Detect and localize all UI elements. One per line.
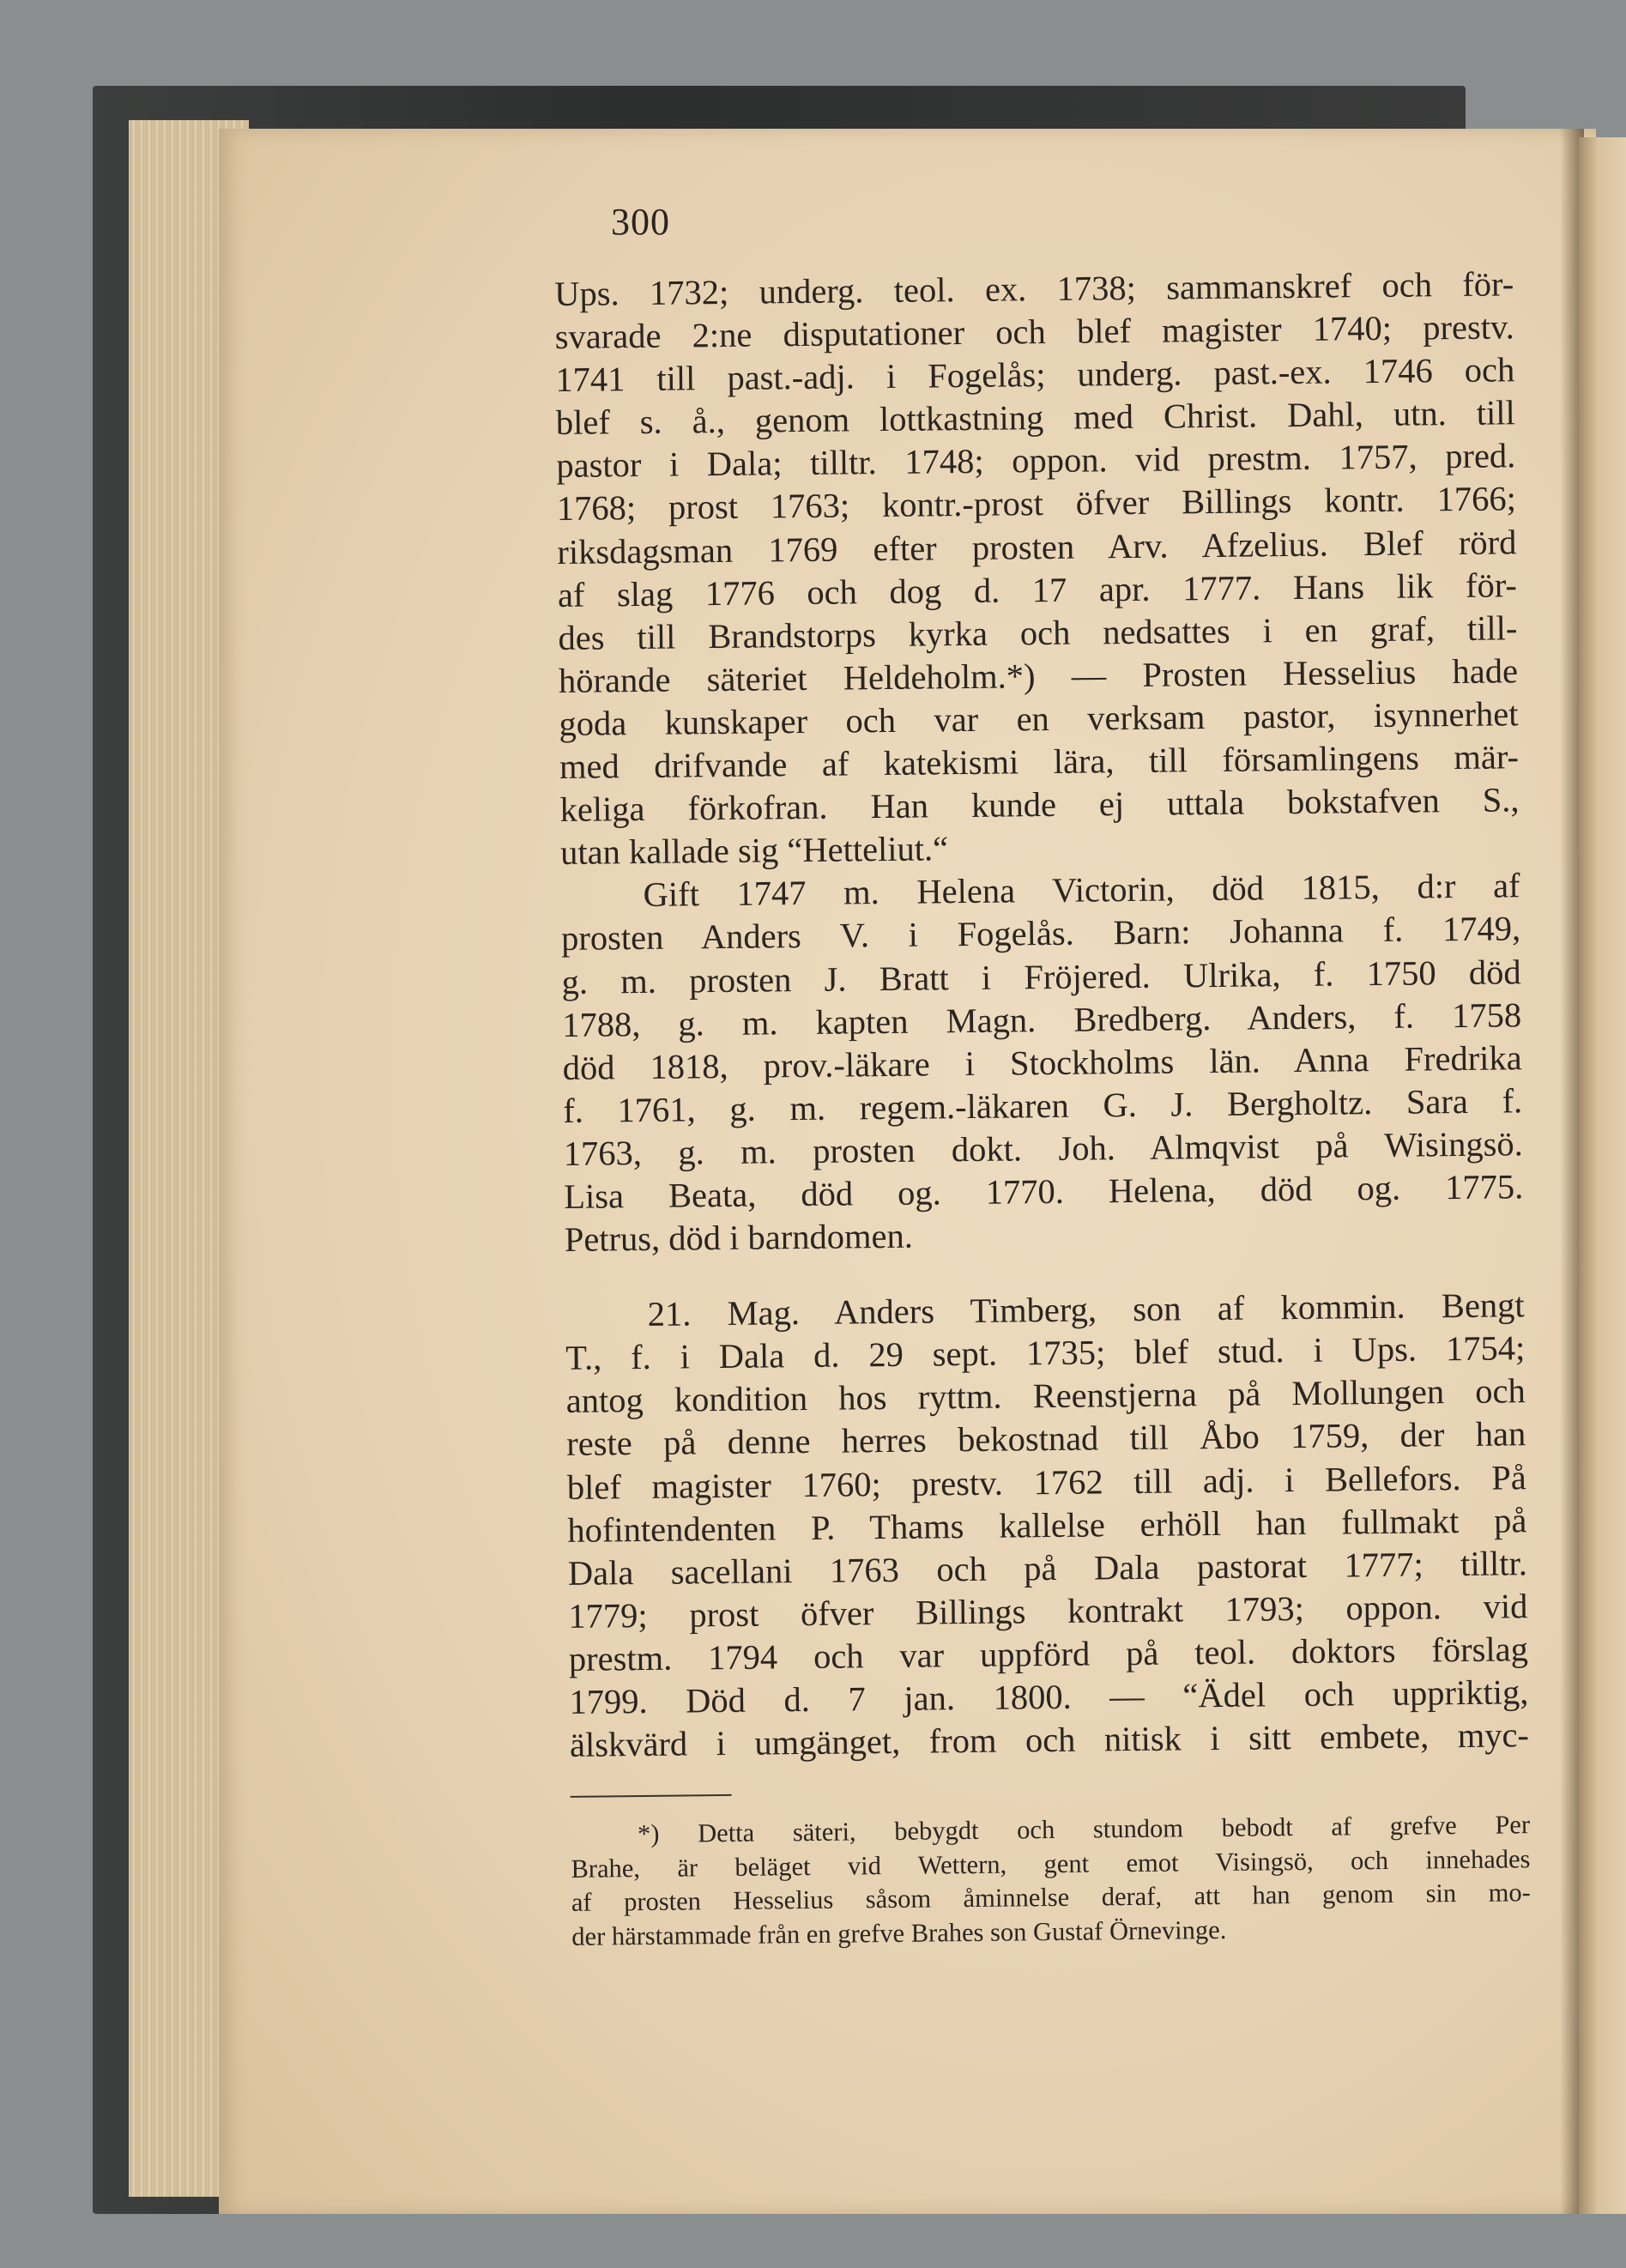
text-line: prestm. 1794 och var uppförd på teol. doktors förslag xyxy=(568,1630,1529,1678)
footnote xyxy=(571,1808,1532,1954)
text-line: T., f. i Dala d. 29 sept. 1735; blef stud. i Ups. 1754; xyxy=(565,1328,1526,1378)
footnote-line: *) Detta säteri, bebygdt och stundom bebodt af grefve Per xyxy=(637,1810,1531,1849)
footnote-line: Brahe, är beläget vid Wettern, gent emot Visingsö, och innehades xyxy=(571,1843,1531,1884)
text-line: hörande säteriet Heldeholm.*) — Prosten Hesselius hade xyxy=(558,651,1519,700)
text-line: Ups. 1732; underg. teol. ex. 1738; sammanskref och för- xyxy=(554,264,1514,313)
text-line: död 1818, prov.-läkare i Stockholms län. Anna Fredrika xyxy=(562,1037,1522,1087)
text-line: blef s. å., genom lottkastning med Christ. Dahl, utn. till xyxy=(555,393,1516,443)
text-line: 1768; prost 1763; kontr.-prost öfver Billings kontr. 1766; xyxy=(556,479,1517,529)
text-line: 1779; prost öfver Billings kontrakt 1793; oppon. vid xyxy=(568,1587,1528,1636)
text-line: 1799. Död d. 7 jan. 1800. — “Ädel och uppriktig, xyxy=(569,1672,1529,1721)
text-line: riksdagsman 1769 efter prosten Arv. Afzelius. Blef rörd xyxy=(557,522,1517,572)
text-line: reste på denne herres bekostnad till Åbo 1759, der han xyxy=(566,1414,1526,1464)
text-line: blef magister 1760; prestv. 1762 till adj. i Bellefors. På xyxy=(566,1457,1526,1507)
text-line: 21. Mag. Anders Timberg, son af kommin. Bengt xyxy=(647,1285,1525,1334)
text-line: goda kunskaper och var en verksam pastor, isynnerhet xyxy=(559,694,1519,743)
text-line: 1788, g. m. kapten Magn. Bredberg. Anders, f. 1758 xyxy=(561,995,1522,1044)
footnote-line: af prosten Hesselius såsom åminnelse deraf, att han genom sin mo- xyxy=(571,1878,1532,1918)
next-page-edge xyxy=(1579,137,1626,2214)
text-line: f. 1761, g. m. regem.-läkaren G. J. Bergholtz. Sara f. xyxy=(562,1081,1523,1130)
text-line: prosten Anders V. i Fogelås. Barn: Johanna f. 1749, xyxy=(560,909,1521,959)
text-line: Dala sacellani 1763 och på Dala pastorat 1777; tilltr. xyxy=(567,1543,1528,1593)
page-number: 300 xyxy=(611,201,670,243)
text-line: 1741 till past.-adj. i Fogelås; underg. past.-ex. 1746 och xyxy=(555,350,1515,400)
page-text xyxy=(554,263,1531,1954)
text-line: Gift 1747 m. Helena Victorin, död 1815, d:r af xyxy=(643,866,1520,915)
text-line: g. m. prosten J. Bratt i Fröjered. Ulrika, f. 1750 död xyxy=(561,952,1521,1001)
text-line: pastor i Dala; tilltr. 1748; oppon. vid prestm. 1757, pred. xyxy=(556,436,1516,486)
text-line: antog kondition hos ryttm. Reenstjerna på Mollungen och xyxy=(565,1371,1526,1421)
text-line: des till Brandstorps kyrka och nedsattes i en graf, till- xyxy=(558,608,1518,657)
text-line: utan kallade sig “Hetteliut.“ xyxy=(559,829,949,873)
text-line: keliga förkofran. Han kunde ej uttala bokstafven S., xyxy=(559,780,1520,830)
text-line: Petrus, död i barndomen. xyxy=(564,1216,914,1259)
text-line: med drifvande af katekismi lära, till församlingens mär- xyxy=(559,737,1520,786)
text-line: svarade 2:ne disputationer och blef magister 1740; prestv. xyxy=(554,307,1514,357)
text-line: älskvärd i umgänget, from och nitisk i sitt embete, myc- xyxy=(569,1715,1530,1764)
text-line: hofintendenten P. Thams kallelse erhöll han fullmakt på xyxy=(567,1500,1527,1550)
text-line: 1763, g. m. prosten dokt. Joh. Almqvist på Wisingsö. xyxy=(563,1124,1523,1173)
footnote-divider xyxy=(571,1794,732,1798)
text-line: af slag 1776 och dog d. 17 apr. 1777. Hans lik för- xyxy=(557,565,1518,614)
text-line: Lisa Beata, död og. 1770. Helena, död og. 1775. xyxy=(564,1167,1524,1216)
footnote-line: der härstammade från en grefve Brahes son Gustaf Örnevinge. xyxy=(571,1914,1227,1951)
